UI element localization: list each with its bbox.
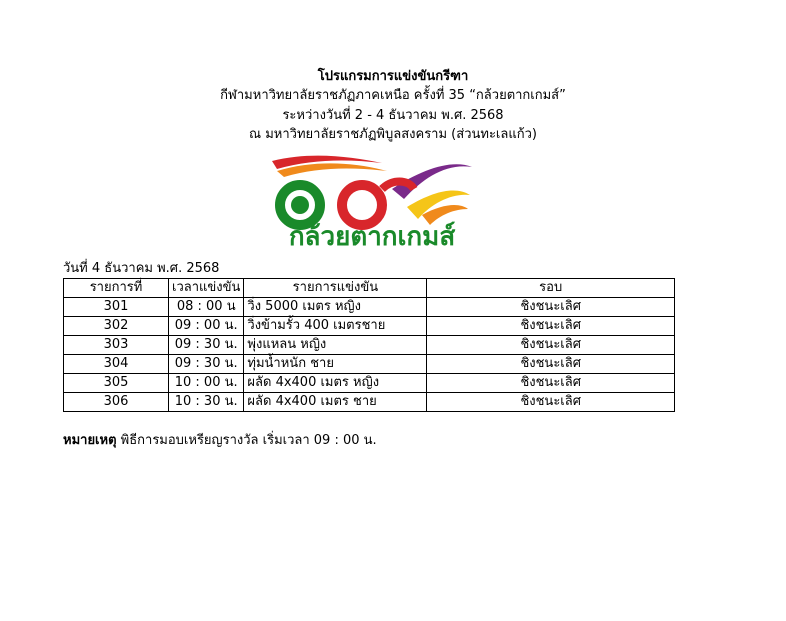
cell-time: 08 : 00 น (169, 298, 244, 317)
table-row (64, 317, 675, 336)
schedule-date: วันที่ 4 ธันวาคม พ.ศ. 2568 (63, 261, 220, 276)
cell-time: 10 : 30 น. (169, 393, 244, 412)
cell-event: ผลัด 4x400 เมตร หญิง (244, 374, 427, 393)
cell-time: 09 : 30 น. (169, 355, 244, 374)
event-dates: ระหว่างวันที่ 2 - 4 ธันวาคม พ.ศ. 2568 (282, 108, 504, 123)
page-title: โปรแกรมการแข่งขันกรีฑา (317, 69, 469, 84)
schedule-table (63, 278, 675, 412)
cell-round: ชิงชนะเลิศ (427, 374, 675, 393)
cell-event: ทุ่มน้ำหนัก ชาย (244, 355, 427, 374)
logo-swoosh-orange (277, 163, 387, 177)
col-header-no: รายการที่ (64, 279, 169, 298)
cell-event: พุ่งแหลน หญิง (244, 336, 427, 355)
cell-round: ชิงชนะเลิศ (427, 336, 675, 355)
event-venue: ณ มหาวิทยาลัยราชภัฏพิบูลสงคราม (ส่วนทะเลแก้ว) (249, 127, 537, 142)
footnote-text: พิธีการมอบเหรียญรางวัล เริ่มเวลา 09 : 00 น. (116, 433, 377, 448)
cell-no: 306 (64, 393, 169, 412)
footnote (63, 432, 377, 450)
cell-round: ชิงชนะเลิศ (427, 298, 675, 317)
cell-no: 305 (64, 374, 169, 393)
table-row (64, 336, 675, 355)
col-header-time: เวลาแข่งขัน (169, 279, 244, 298)
cell-no: 304 (64, 355, 169, 374)
col-header-round: รอบ (427, 279, 675, 298)
col-header-event: รายการแข่งขัน (244, 279, 427, 298)
table-row (64, 393, 675, 412)
games-logo (232, 149, 512, 251)
cell-time: 09 : 00 น. (169, 317, 244, 336)
cell-round: ชิงชนะเลิศ (427, 317, 675, 336)
cell-time: 09 : 30 น. (169, 336, 244, 355)
cell-no: 302 (64, 317, 169, 336)
cell-round: ชิงชนะเลิศ (427, 355, 675, 374)
cell-no: 303 (64, 336, 169, 355)
table-row (64, 355, 675, 374)
table-row (64, 374, 675, 393)
cell-round: ชิงชนะเลิศ (427, 393, 675, 412)
cell-event: วิ่งข้ามรั้ว 400 เมตรชาย (244, 317, 427, 336)
logo-wordmark: กล้วยตากเกมส์ (288, 222, 456, 251)
footnote-label: หมายเหตุ (63, 433, 117, 448)
table-row (64, 298, 675, 317)
cell-event: ผลัด 4x400 เมตร ชาย (244, 393, 427, 412)
event-subtitle: กีฬามหาวิทยาลัยราชภัฏภาคเหนือ ครั้งที่ 35 “กล้วยตากเกมส์” (220, 88, 566, 103)
table-header-row (64, 279, 675, 298)
cell-event: วิ่ง 5000 เมตร หญิง (244, 298, 427, 317)
cell-no: 301 (64, 298, 169, 317)
cell-time: 10 : 00 น. (169, 374, 244, 393)
